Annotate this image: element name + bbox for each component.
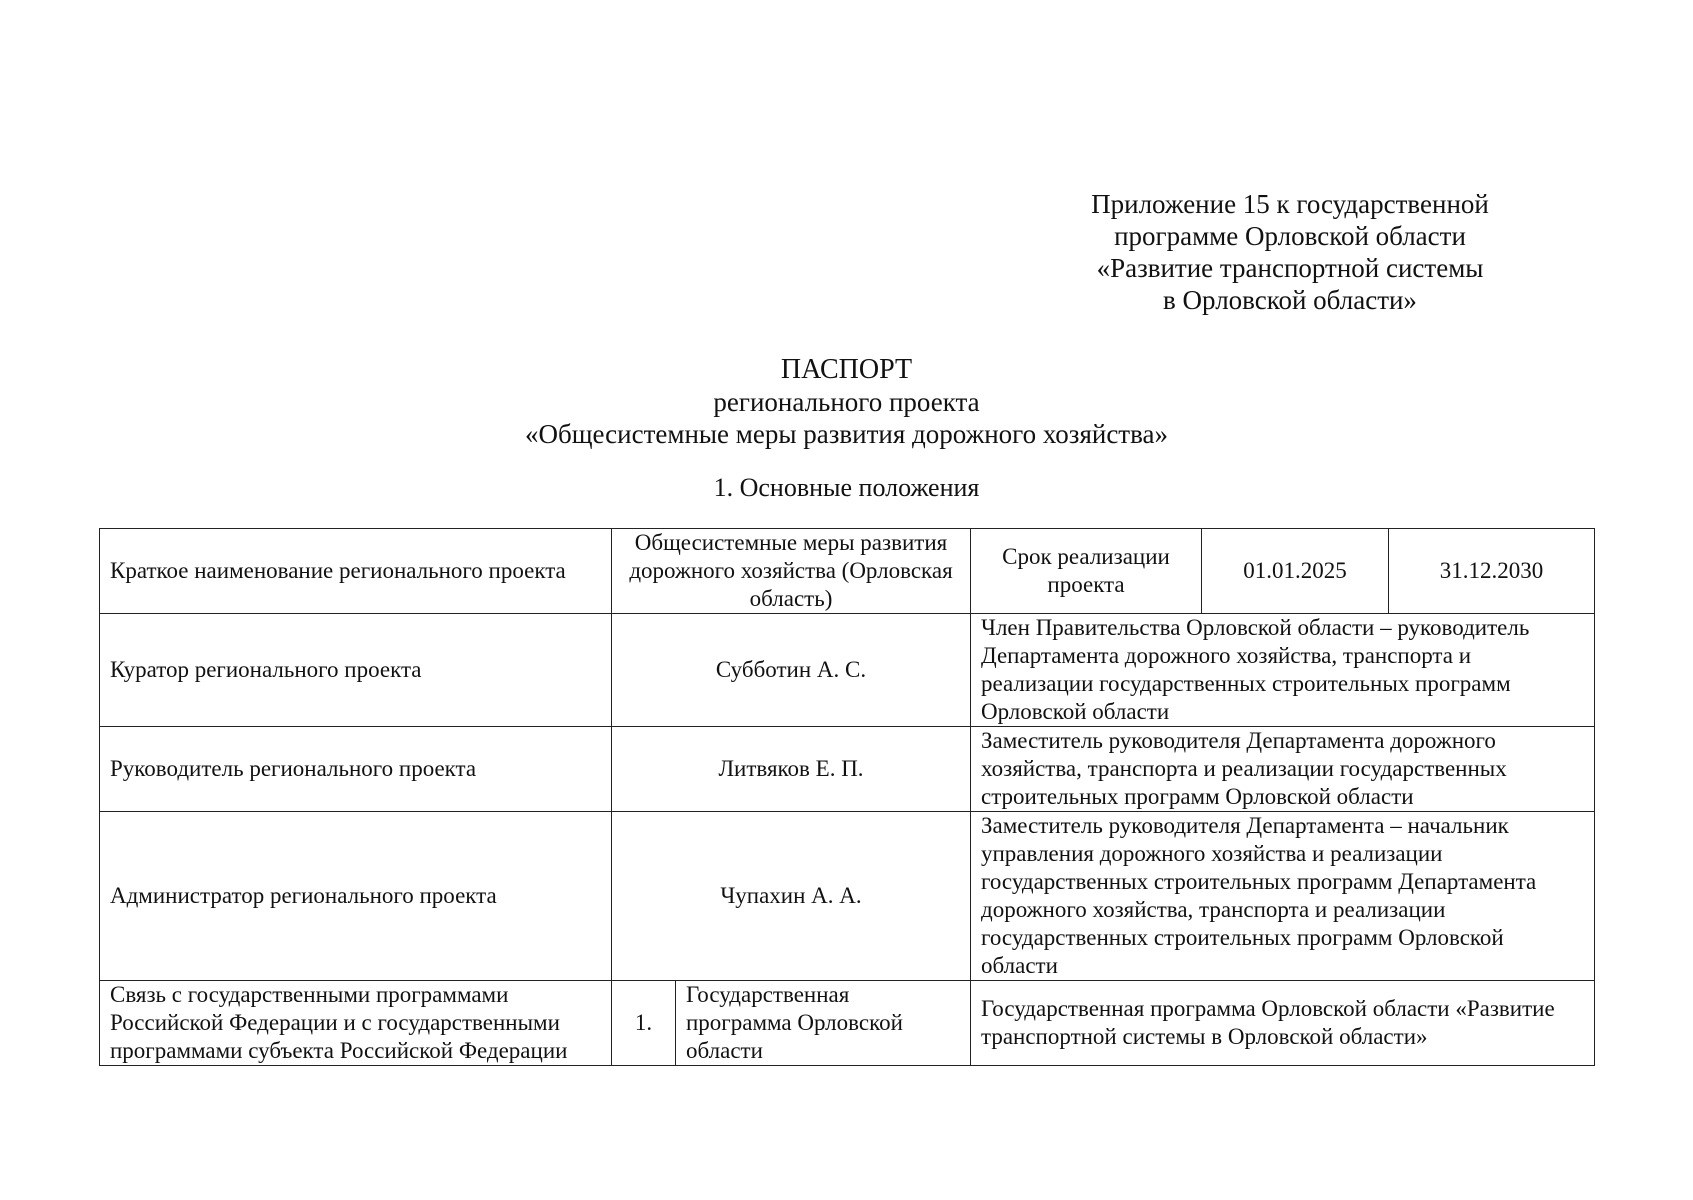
row-label: Руководитель регионального проекта [100,727,612,812]
annex-line: программе Орловской области [1114,221,1466,251]
table-row [100,614,1595,727]
curator-position: Член Правительства Орловской области – руководитель Департамента дорожного хозяйства, транспорта и реализации государственных строительных программ Орловской области [971,614,1595,727]
document-title: ПАСПОРТ [780,354,913,385]
table-row [100,981,1595,1066]
head-position: Заместитель руководителя Департамента дорожного хозяйства, транспорта и реализации государственных строительных программ Орловской области [971,727,1595,812]
document-subtitle: регионального проекта [713,387,980,417]
row-label: Администратор регионального проекта [100,812,612,981]
annex-line: «Развитие транспортной системы [1096,253,1484,283]
end-date: 31.12.2030 [1389,529,1595,614]
annex-line: в Орловской области» [1163,285,1417,315]
admin-name: Чупахин А. А. [612,812,971,981]
section-title: 1. Основные положения [713,473,980,502]
row-label: Краткое наименование регионального проекта [100,529,612,614]
row-label: Связь с государственными программами Российской Федерации и с государственными программами субъекта Российской Федерации [100,981,612,1066]
project-short-name: Общесистемные меры развития дорожного хозяйства (Орловская область) [612,529,971,614]
program-number: 1. [612,981,676,1066]
document-heading [0,354,1693,450]
period-label: Срок реализации проекта [971,529,1202,614]
table-row [100,812,1595,981]
project-name: «Общесистемные меры развития дорожного хозяйства» [524,419,1168,449]
start-date: 01.01.2025 [1202,529,1389,614]
admin-position: Заместитель руководителя Департамента – начальник управления дорожного хозяйства и реализации государственных строительных программ Департамента дорожного хозяйства, транспорта и реализации государственных строительных программ Орловской области [971,812,1595,981]
passport-table [99,528,1595,1066]
table-row [100,727,1595,812]
annex-header [1080,188,1500,316]
annex-line: Приложение 15 к государственной [1091,189,1489,219]
row-label: Куратор регионального проекта [100,614,612,727]
program-type: Государственная программа Орловской области [676,981,971,1066]
head-name: Литвяков Е. П. [612,727,971,812]
program-name: Государственная программа Орловской области «Развитие транспортной системы в Орловской области» [971,981,1595,1066]
table-row [100,529,1595,614]
curator-name: Субботин А. С. [612,614,971,727]
